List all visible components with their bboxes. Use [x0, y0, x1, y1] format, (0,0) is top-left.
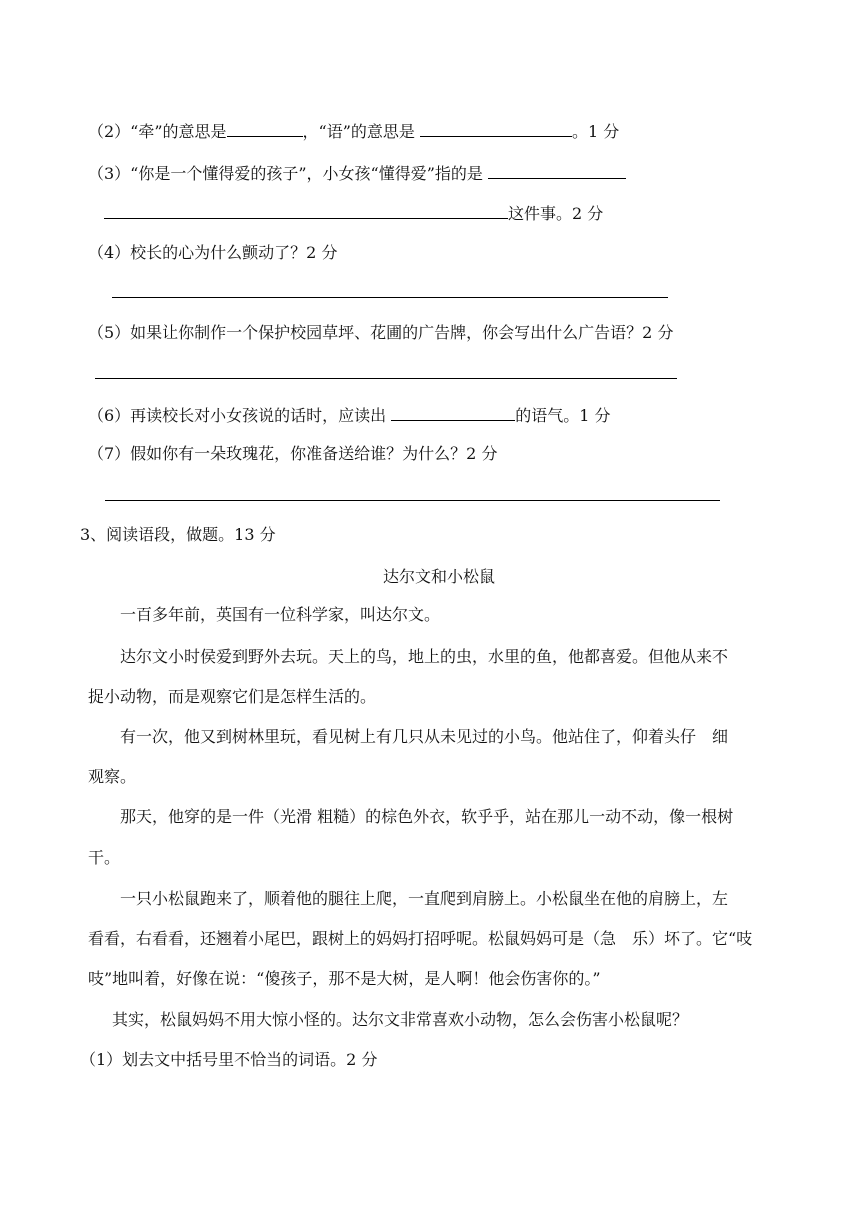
- passage-paragraph-4-line-1: 那天，他穿的是一件（光滑 粗糙）的棕色外衣，软乎乎，站在那儿一动不动，像一根树: [120, 807, 734, 826]
- passage-paragraph-5-line-1: 一只小松鼠跑来了，顺着他的腿往上爬，一直爬到肩膀上。小松鼠坐在他的肩膀上，左: [120, 889, 729, 908]
- answer-blank-yu[interactable]: [420, 120, 572, 137]
- passage-paragraph-3-text-b: 细: [712, 727, 729, 746]
- question-5: （5）如果让你制作一个保护校园草坪、花圃的广告牌，你会写出什么广告语？2 分: [88, 323, 674, 342]
- question-2-suffix: 。1 分: [572, 122, 620, 141]
- answer-line-q4[interactable]: [112, 297, 668, 298]
- section-3-heading: 3、阅读语段，做题。13 分: [80, 525, 276, 544]
- passage-paragraph-6: 其实，松鼠妈妈不用大惊小怪的。达尔文非常喜欢小动物，怎么会伤害小松鼠呢？: [112, 1010, 689, 1029]
- question-2-mid: ，“语”的意思是: [302, 122, 420, 141]
- question-3-suffix: 这件事。2 分: [508, 204, 604, 223]
- passage-paragraph-2-line-1: 达尔文小时侯爱到野外去玩。天上的鸟，地上的虫，水里的鱼，他都喜爱。但他从来不: [120, 647, 729, 666]
- passage-paragraph-4-line-2: 干。: [88, 848, 121, 867]
- question-2: [88, 120, 619, 142]
- answer-blank-q3-b[interactable]: [104, 202, 508, 219]
- question-3-text: （3）“你是一个懂得爱的孩子”，小女孩“懂得爱”指的是: [88, 164, 488, 183]
- passage-paragraph-3-text-a: 有一次，他又到树林里玩，看见树上有几只从未见过的小鸟。他站住了，仰着头仔: [120, 727, 697, 746]
- question-6-prefix: （6）再读校长对小女孩说的话时，应读出: [88, 406, 392, 425]
- passage-paragraph-3-line-1: [120, 727, 728, 747]
- question-2-prefix: （2）“牵”的意思是: [88, 122, 227, 141]
- answer-blank-q6[interactable]: [391, 404, 515, 421]
- passage-paragraph-2-line-2: 捉小动物，而是观察它们是怎样生活的。: [88, 687, 377, 706]
- question-6: [88, 404, 611, 426]
- passage-paragraph-5-line-2: [88, 929, 752, 949]
- passage-paragraph-5-text-b: 乐）坏了。它“吱: [632, 929, 753, 948]
- passage-paragraph-3-line-2: 观察。: [88, 767, 137, 786]
- passage-paragraph-5-text-a: 看看，右看看，还翘着小尾巴，跟树上的妈妈打招呼呢。松鼠妈妈可是（急: [88, 929, 617, 948]
- answer-blank-q3-a[interactable]: [488, 162, 626, 179]
- question-4: （4）校长的心为什么颤动了？2 分: [88, 243, 338, 262]
- passage-title: 达尔文和小松鼠: [383, 567, 496, 586]
- answer-blank-qian[interactable]: [227, 120, 303, 137]
- question-7: （7）假如你有一朵玫瑰花，你准备送给谁？为什么？2 分: [88, 444, 498, 463]
- question-3-line-2: [104, 202, 603, 224]
- question-3-line-1: [88, 162, 626, 184]
- passage-paragraph-1: 一百多年前，英国有一位科学家，叫达尔文。: [120, 605, 441, 624]
- answer-line-q5[interactable]: [95, 378, 677, 379]
- section-3-question-1: （1）划去文中括号里不恰当的词语。2 分: [80, 1050, 378, 1069]
- answer-line-q7[interactable]: [105, 500, 720, 501]
- question-6-suffix: 的语气。1 分: [515, 406, 611, 425]
- passage-paragraph-5-line-3: 吱”地叫着，好像在说：“傻孩子，那不是大树，是人啊！他会伤害你的。”: [88, 969, 601, 988]
